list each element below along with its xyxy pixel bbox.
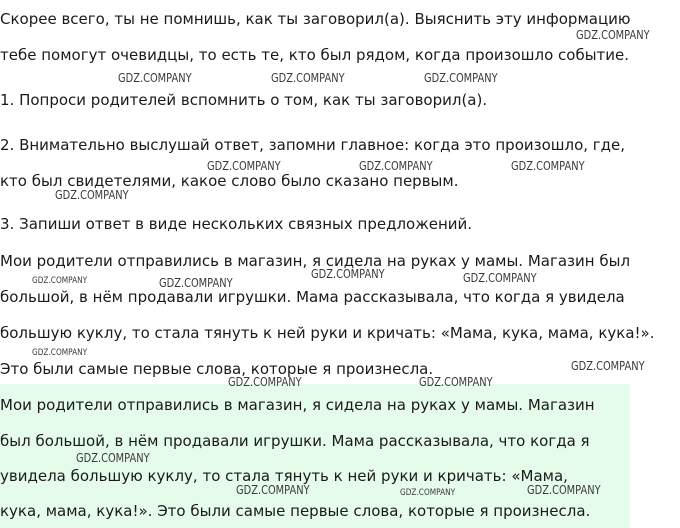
watermark: GDZ.COMPANY [424, 71, 498, 85]
watermark: GDZ.COMPANY [511, 159, 585, 173]
watermark: GDZ.COMPANY [311, 267, 385, 281]
watermark: GDZ.COMPANY [527, 483, 601, 497]
watermark: GDZ.COMPANY [236, 483, 310, 497]
watermark: GDZ.COMPANY [32, 276, 88, 286]
watermark: GDZ.COMPANY [419, 375, 493, 389]
task-1: 1. Попроси родителей вспомнить о том, как ты заговорил(а). [0, 91, 488, 109]
watermark: GDZ.COMPANY [118, 71, 192, 85]
watermark: GDZ.COMPANY [55, 188, 129, 202]
answer-highlighted-line-4: кука, мама, кука!». Это были самые первые слова, которые я произнесла. [0, 502, 591, 520]
watermark: GDZ.COMPANY [400, 488, 456, 498]
watermark: GDZ.COMPANY [359, 159, 433, 173]
task-2-line-1: 2. Внимательно выслушай ответ, запомни главное: когда это произошло, где, [0, 136, 626, 154]
answer-plain-line-1: Мои родители отправились в магазин, я сидела на руках у мамы. Магазин был [0, 252, 631, 270]
task-3: 3. Запиши ответ в виде нескольких связных предложений. [0, 215, 473, 233]
watermark: GDZ.COMPANY [76, 451, 150, 465]
watermark: GDZ.COMPANY [207, 159, 281, 173]
answer-plain-line-3: большую куклу, то стала тянуть к ней руки и кричать: «Мама, кука, мама, кука!». [0, 324, 655, 342]
intro-line-2: тебе помогут очевидцы, то есть те, кто был рядом, когда произошло событие. [0, 46, 630, 64]
answer-highlighted-line-2: был большой, в нём продавали игрушки. Мама рассказывала, что когда я [0, 432, 590, 450]
watermark: GDZ.COMPANY [271, 71, 345, 85]
answer-plain-line-4: Это были самые первые слова, которые я произнесла. [0, 360, 434, 378]
watermark: GDZ.COMPANY [159, 276, 233, 290]
answer-highlighted-line-3: увидела большую куклу, то стала тянуть к ней руки и кричать: «Мама, [0, 467, 568, 485]
answer-plain-line-2: большой, в нём продавали игрушки. Мама рассказывала, что когда я увидела [0, 288, 625, 306]
intro-line-1: Скорее всего, ты не помнишь, как ты заговорил(а). Выяснить эту информацию [0, 10, 631, 28]
watermark: GDZ.COMPANY [463, 271, 537, 285]
answer-highlighted-line-1: Мои родители отправились в магазин, я сидела на руках у мамы. Магазин [0, 396, 595, 414]
watermark: GDZ.COMPANY [32, 348, 88, 358]
watermark: GDZ.COMPANY [571, 359, 645, 373]
watermark: GDZ.COMPANY [228, 375, 302, 389]
watermark: GDZ.COMPANY [576, 28, 650, 42]
task-2-line-2: кто был свидетелями, какое слово было сказано первым. [0, 172, 459, 190]
